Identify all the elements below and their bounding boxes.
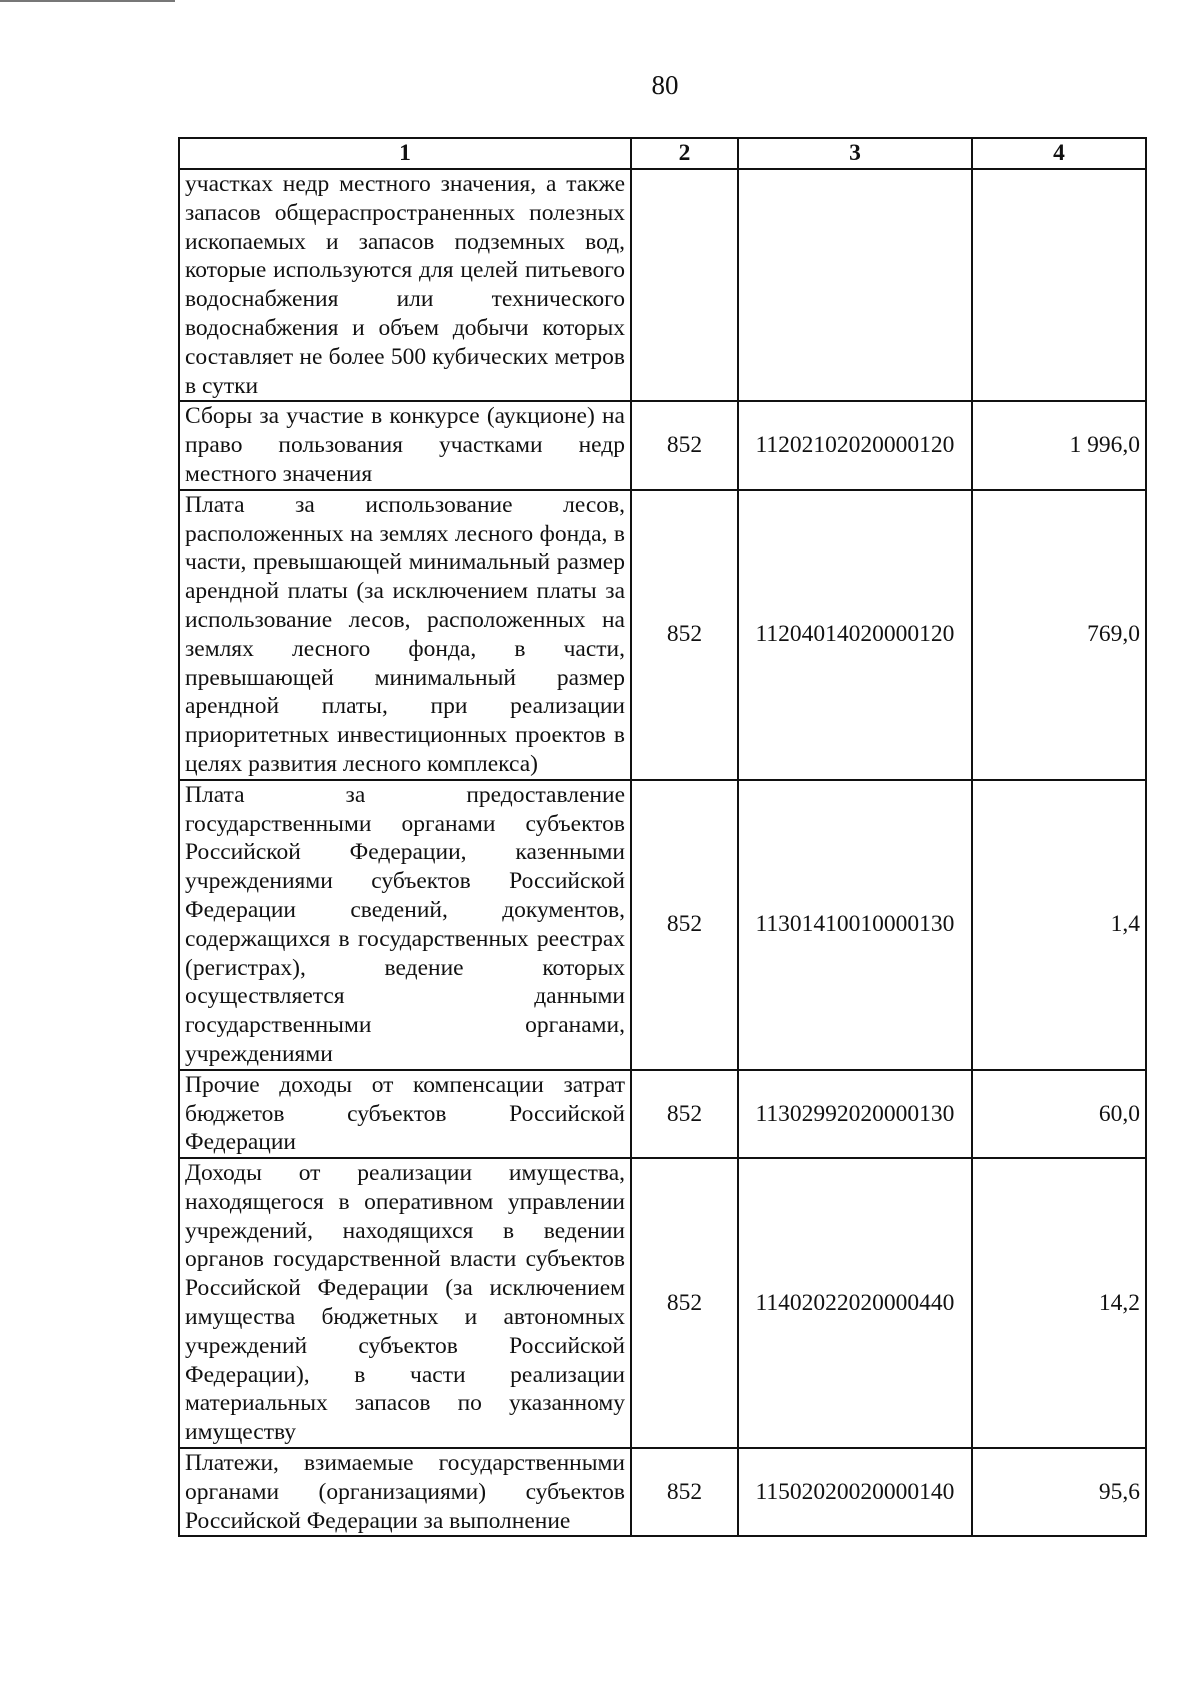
row-amount: 769,0 (972, 490, 1146, 780)
table-row (179, 401, 1146, 489)
table-row (179, 1070, 1146, 1158)
row-budget-code: 11302992020000130 (738, 1070, 972, 1158)
row-description: Плата за использование лесов, расположенных на землях лесного фонда, в части, превышающей минимальный размер арендной платы (за исключением платы за использование лесов, расположенных на землях лесного фонда, в части, превышающей минимальный размер арендной платы, при реализации приоритетных инвестиционных проектов в целях развития лесного комплекса) (179, 490, 631, 780)
row-amount: 95,6 (972, 1448, 1146, 1536)
table-row (179, 490, 1146, 780)
row-budget-code: 11202102020000120 (738, 401, 972, 489)
row-budget-code: 11301410010000130 (738, 780, 972, 1070)
header-col-1: 1 (179, 138, 631, 169)
row-description: Платежи, взимаемые государственными органами (организациями) субъектов Российской Федерации за выполнение (179, 1448, 631, 1536)
row-admin-code: 852 (631, 780, 738, 1070)
row-amount: 60,0 (972, 1070, 1146, 1158)
row-admin-code: 852 (631, 490, 738, 780)
row-admin-code: 852 (631, 1070, 738, 1158)
header-col-3: 3 (738, 138, 972, 169)
row-amount: 1 996,0 (972, 401, 1146, 489)
row-budget-code: 11402022020000440 (738, 1158, 972, 1448)
table-row (179, 1448, 1146, 1536)
table-row (179, 169, 1146, 401)
row-amount: 1,4 (972, 780, 1146, 1070)
row-admin-code: 852 (631, 1448, 738, 1536)
revenue-table (178, 137, 1147, 1537)
header-col-4: 4 (972, 138, 1146, 169)
header-col-2: 2 (631, 138, 738, 169)
row-amount: 14,2 (972, 1158, 1146, 1448)
page-number: 80 (651, 70, 679, 100)
row-budget-code (738, 169, 972, 401)
table-row (179, 780, 1146, 1070)
row-description: участках недр местного значения, а также запасов общераспространенных полезных ископаемых и запасов подземных вод, которые используются для целей питьевого водоснабжения или технического водоснабжения и объем добычи которых составляет не более 500 кубических метров в сутки (179, 169, 631, 401)
row-admin-code (631, 169, 738, 401)
row-description: Доходы от реализации имущества, находящегося в оперативном управлении учреждений, находящихся в ведении органов государственной власти субъектов Российской Федерации (за исключением имущества бюджетных и автономных учреждений субъектов Российской Федерации), в части реализации материальных запасов по указанному имуществу (179, 1158, 631, 1448)
scan-corner-line (0, 0, 175, 2)
row-budget-code: 11502020020000140 (738, 1448, 972, 1536)
row-amount (972, 169, 1146, 401)
row-description: Прочие доходы от компенсации затрат бюджетов субъектов Российской Федерации (179, 1070, 631, 1158)
row-admin-code: 852 (631, 1158, 738, 1448)
row-admin-code: 852 (631, 401, 738, 489)
row-budget-code: 11204014020000120 (738, 490, 972, 780)
row-description: Сборы за участие в конкурсе (аукционе) на право пользования участками недр местного значения (179, 401, 631, 489)
row-description: Плата за предоставление государственными органами субъектов Российской Федерации, казенными учреждениями субъектов Российской Федерации сведений, документов, содержащихся в государственных реестрах (регистрах), ведение которых осуществляется данными государственными органами, учреждениями (179, 780, 631, 1070)
table-header-row (179, 138, 1146, 169)
table-row (179, 1158, 1146, 1448)
